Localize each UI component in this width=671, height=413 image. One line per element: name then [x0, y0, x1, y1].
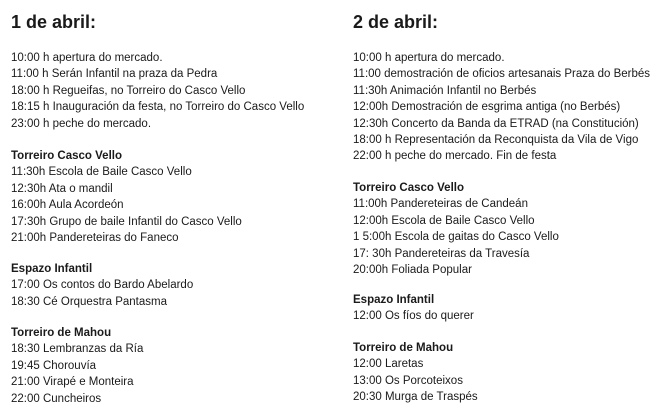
schedule-item: 11:00 h Serán Infantil na praza da Pedra — [11, 68, 218, 81]
schedule-item: 13:00 Os Porcoteixos — [353, 374, 463, 387]
schedule-item: 12:00 Os fíos do querer — [353, 310, 474, 323]
schedule-item: 12:00 Laretas — [353, 358, 424, 371]
general-schedule — [11, 50, 304, 132]
schedule-item: 17: 30h Pandereteiras da Travesía — [353, 247, 530, 260]
venue-heading: Torreiro de Mahou — [11, 327, 112, 339]
schedule-item: 12:30h Ata o mandil — [11, 182, 113, 195]
schedule-item: 12:00h Escola de Baile Casco Vello — [353, 214, 535, 227]
day-title: 2 de abril: — [353, 12, 439, 32]
venue-section — [353, 180, 559, 278]
schedule-item: 12:30h Concerto da Banda da ETRAD (na Constitución) — [353, 117, 639, 130]
schedule-item: 23:00 h peche do mercado. — [11, 117, 152, 130]
schedule-item: 1 5:00h Escola de gaitas do Casco Vello — [353, 231, 559, 244]
schedule-item: 17:00 Os contos do Bardo Abelardo — [11, 279, 194, 292]
venue-section — [11, 325, 143, 407]
schedule-item: 10:00 h apertura do mercado. — [11, 52, 163, 64]
schedule-item: 11:00 demostración de oficios artesanais Praza do Berbés — [353, 68, 651, 81]
schedule-item: 20:30 Murga de Traspés — [353, 391, 478, 404]
day-title: 1 de abril: — [11, 12, 97, 32]
schedule-item: 12:00h Demostración de esgrima antiga (no Berbés) — [353, 101, 621, 114]
schedule-item: 22:00 h peche do mercado. Fin de festa — [353, 150, 557, 163]
schedule-item: 11:30h Animación Infantil no Berbés — [353, 84, 537, 97]
venue-heading: Torreiro Casco Vello — [353, 182, 464, 194]
general-schedule — [353, 50, 650, 165]
venue-section — [353, 340, 478, 406]
venue-heading: Torreiro de Mahou — [353, 342, 454, 354]
venue-heading: Espazo Infantil — [11, 263, 93, 275]
schedule-item: 21:00h Pandereteiras do Faneco — [11, 231, 179, 244]
schedule-item: 18:30 Cé Orquestra Pantasma — [11, 295, 167, 308]
venue-section — [11, 261, 193, 310]
venue-heading: Espazo Infantil — [353, 294, 435, 306]
schedule-item: 18:00 h Regueifas, no Torreiro do Casco Vello — [11, 84, 246, 97]
schedule-item: 17:30h Grupo de baile Infantil do Casco Vello — [11, 215, 242, 228]
schedule-item: 19:45 Chorouvía — [11, 359, 97, 372]
schedule-item: 18:30 Lembranzas da Ría — [11, 343, 144, 356]
venue-heading: Torreiro Casco Vello — [11, 150, 122, 162]
schedule-item: 10:00 h apertura do mercado. — [353, 52, 505, 64]
schedule-item: 11:30h Escola de Baile Casco Vello — [11, 166, 192, 179]
schedule-item: 18:15 h Inauguración da festa, no Torreiro do Casco Vello — [11, 101, 305, 114]
schedule-item: 18:00 h Representación da Reconquista da Vila de Vigo — [353, 133, 639, 146]
schedule-item: 11:00h Pandereteiras de Candeán — [353, 198, 528, 211]
schedule-item: 16:00h Aula Acordeón — [11, 199, 124, 212]
schedule-item: 21:00 Virapé e Monteira — [11, 376, 134, 389]
venue-section — [11, 148, 242, 246]
schedule-item: 20:00h Foliada Popular — [353, 263, 472, 276]
venue-section — [353, 292, 474, 325]
schedule-item: 22:00 Cuncheiros — [11, 392, 102, 405]
